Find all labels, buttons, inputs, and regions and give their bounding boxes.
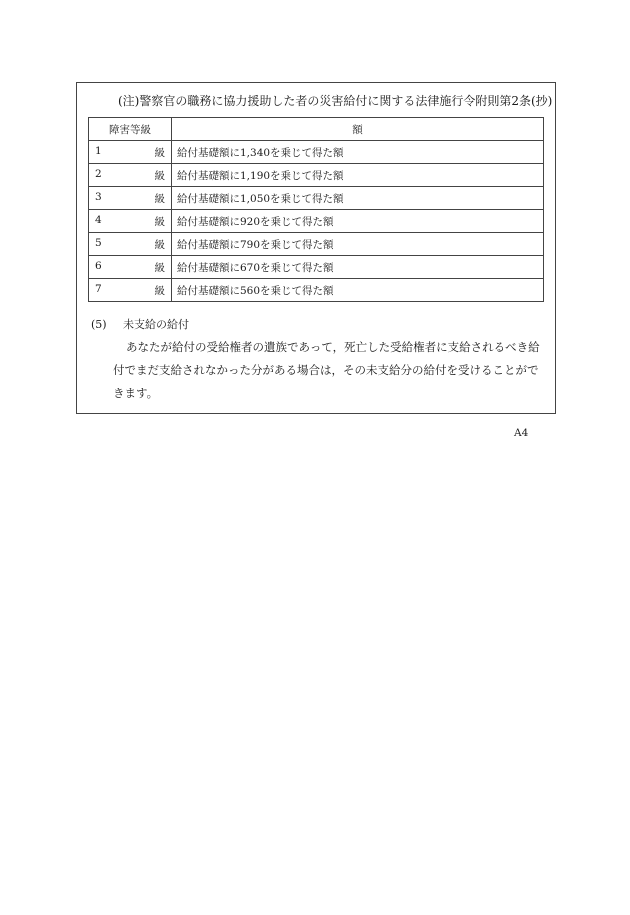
grade-number: 1 [95,145,102,157]
amount-cell: 給付基礎額に790を乗じて得た額 [172,233,544,256]
grade-unit: 級 [154,170,165,182]
table-row [89,233,544,256]
section-title: 未支給の給付 [123,318,189,331]
grade-unit: 級 [154,216,165,228]
grade-number: 3 [95,191,102,203]
grade-number: 5 [95,237,102,249]
grade-cell [89,210,172,233]
grade-unit: 級 [154,262,165,274]
header-grade: 障害等級 [89,118,172,141]
header-amount: 額 [172,118,544,141]
grade-unit: 級 [154,239,165,251]
grade-number: 2 [95,168,102,180]
section-body-line-3: きます。 [113,386,159,400]
grade-number: 4 [95,214,102,226]
section-heading [91,316,189,332]
amount-cell: 給付基礎額に670を乗じて得た額 [172,256,544,279]
table-row [89,256,544,279]
grade-number: 7 [95,283,102,295]
amount-cell: 給付基礎額に1,050を乗じて得た額 [172,187,544,210]
table-row [89,141,544,164]
grade-cell [89,279,172,302]
grade-unit: 級 [154,147,165,159]
legal-note: (注)警察官の職務に協力援助した者の災害給付に関する法律施行令附則第2条(抄) [118,94,553,108]
page-label: A4 [514,427,529,439]
amount-cell: 給付基礎額に1,190を乗じて得た額 [172,164,544,187]
section-body-line-2: 付でまだ支給されなかった分がある場合は，その未支給分の給付を受けることがで [113,363,539,377]
table-row [89,187,544,210]
grade-cell [89,233,172,256]
grade-cell [89,187,172,210]
disability-grade-table [88,117,544,302]
grade-number: 6 [95,260,102,272]
grade-unit: 級 [154,193,165,205]
section-body-line-1: あなたが給付の受給権者の遺族であって，死亡した受給権者に支給されるべき給 [126,340,540,354]
amount-cell: 給付基礎額に1,340を乗じて得た額 [172,141,544,164]
table-row [89,164,544,187]
grade-cell [89,256,172,279]
grade-unit: 級 [154,285,165,297]
grade-cell [89,141,172,164]
table-header-row [89,118,544,141]
table-row [89,279,544,302]
amount-cell: 給付基礎額に560を乗じて得た額 [172,279,544,302]
section-number: (5) [91,318,107,331]
amount-cell: 給付基礎額に920を乗じて得た額 [172,210,544,233]
grade-cell [89,164,172,187]
table-row [89,210,544,233]
